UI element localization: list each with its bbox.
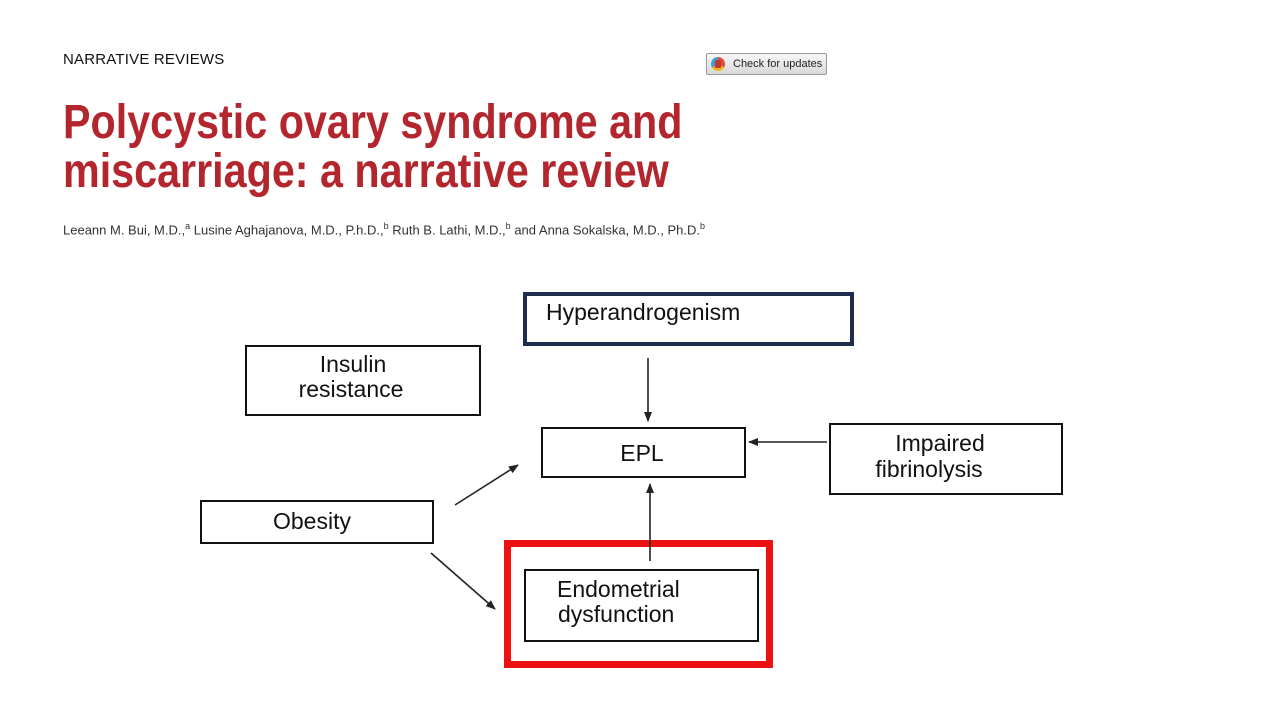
author-1: Leeann M. Bui, M.D., (63, 222, 186, 238)
author-4: and Anna Sokalska, M.D., Ph.D. (514, 222, 701, 238)
node-insulin-resistance-line-1: Insulin (319, 351, 387, 377)
section-label: NARRATIVE REVIEWS (63, 51, 225, 68)
node-impaired-fibrinolysis (830, 424, 1062, 494)
author-3: Ruth B. Lathi, M.D., (392, 222, 506, 238)
author-3-affiliation: b (505, 221, 511, 231)
node-obesity (201, 501, 433, 543)
node-endometrial-dysfunction-line-1: Endometrial (557, 576, 680, 602)
article-title-line-1: Polycystic ovary syndrome and (63, 96, 683, 149)
node-endometrial-dysfunction (508, 544, 770, 665)
node-insulin-resistance (246, 346, 480, 415)
node-impaired-fibrinolysis-line-1: Impaired (895, 430, 985, 456)
author-2-affiliation: b (383, 221, 389, 231)
article-title-line-2: miscarriage: a narrative review (63, 145, 669, 198)
node-impaired-fibrinolysis-line-2: fibrinolysis (875, 456, 983, 482)
author-4-affiliation: b (700, 221, 706, 231)
node-endometrial-dysfunction-line-2: dysfunction (558, 601, 675, 627)
author-2: Lusine Aghajanova, M.D., P.h.D., (193, 222, 384, 238)
node-insulin-resistance-line-2: resistance (298, 376, 404, 402)
author-1-affiliation: a (185, 221, 191, 231)
arrow-obesity-to-epl (455, 465, 518, 505)
arrow-obesity-to-endometrial (431, 553, 495, 609)
node-hyperandrogenism-label: Hyperandrogenism (546, 299, 741, 325)
check-for-updates-label: Check for updates (733, 58, 823, 70)
node-epl-label: EPL (620, 440, 664, 466)
node-obesity-label: Obesity (273, 508, 351, 534)
node-hyperandrogenism (525, 294, 852, 344)
node-epl (542, 428, 745, 477)
